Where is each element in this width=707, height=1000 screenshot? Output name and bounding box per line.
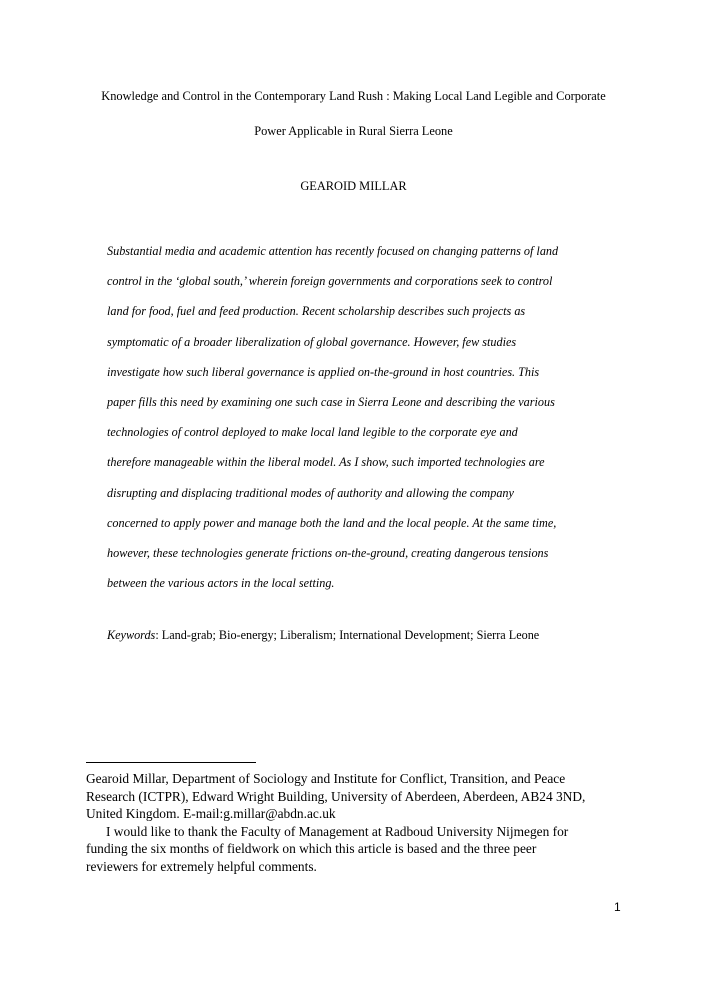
page-number: 1 xyxy=(614,900,621,914)
footnote-acknowledgement-line: reviewers for extremely helpful comments. xyxy=(86,858,317,874)
footnote-affiliation-line: Gearoid Millar, Department of Sociology and Institute for Conflict, Transition, and Peace xyxy=(86,771,566,786)
footnote-divider xyxy=(86,762,256,763)
abstract-line: therefore manageable within the liberal model. As I show, such imported technologies are xyxy=(107,455,545,470)
footnote-acknowledgement-line: I would like to thank the Faculty of Management at Radboud University Nijmegen for xyxy=(106,823,569,839)
abstract-line: land for food, fuel and feed production. Recent scholarship describes such projects as xyxy=(107,304,526,319)
abstract-line: disrupting and displacing traditional modes of authority and allowing the company xyxy=(107,485,514,500)
footnote-affiliation-line: United Kingdom. E-mail:g.millar@abdn.ac.uk xyxy=(86,806,336,822)
footnote xyxy=(86,770,646,876)
abstract-line: Substantial media and academic attention has recently focused on changing patterns of land xyxy=(107,244,559,258)
abstract-line: between the various actors in the local setting. xyxy=(107,576,335,591)
abstract-line: symptomatic of a broader liberalization of global governance. However, few studies xyxy=(107,334,517,349)
paper-title-line-2: Power Applicable in Rural Sierra Leone xyxy=(254,124,453,138)
footnote-acknowledgement-line: funding the six months of fieldwork on which this article is based and the three peer xyxy=(86,841,537,857)
author-name: GEAROID MILLAR xyxy=(300,179,407,193)
abstract-line: however, these technologies generate frictions on-the-ground, creating dangerous tensions xyxy=(107,546,549,561)
footnote-affiliation-line: Research (ICTPR), Edward Wright Building, University of Aberdeen, Aberdeen, AB24 3ND, xyxy=(86,788,586,804)
keywords xyxy=(107,628,539,643)
abstract-line: control in the ‘global south,’ wherein foreign governments and corporations seek to control xyxy=(107,274,553,289)
abstract-line: investigate how such liberal governance is applied on-the-ground in host countries. This xyxy=(107,364,540,379)
keywords-label: Keywords xyxy=(107,628,156,642)
abstract-line: technologies of control deployed to make local land legible to the corporate eye and xyxy=(107,425,518,440)
paper-title-line-1: Knowledge and Control in the Contemporary Land Rush : Making Local Land Legible and Corporate xyxy=(101,89,606,103)
keywords-text: : Land-grab; Bio-energy; Liberalism; International Development; Sierra Leone xyxy=(155,628,540,642)
abstract xyxy=(107,236,607,598)
abstract-line: concerned to apply power and manage both the land and the local people. At the same time, xyxy=(107,515,557,530)
abstract-line: paper fills this need by examining one such case in Sierra Leone and describing the various xyxy=(107,395,555,410)
